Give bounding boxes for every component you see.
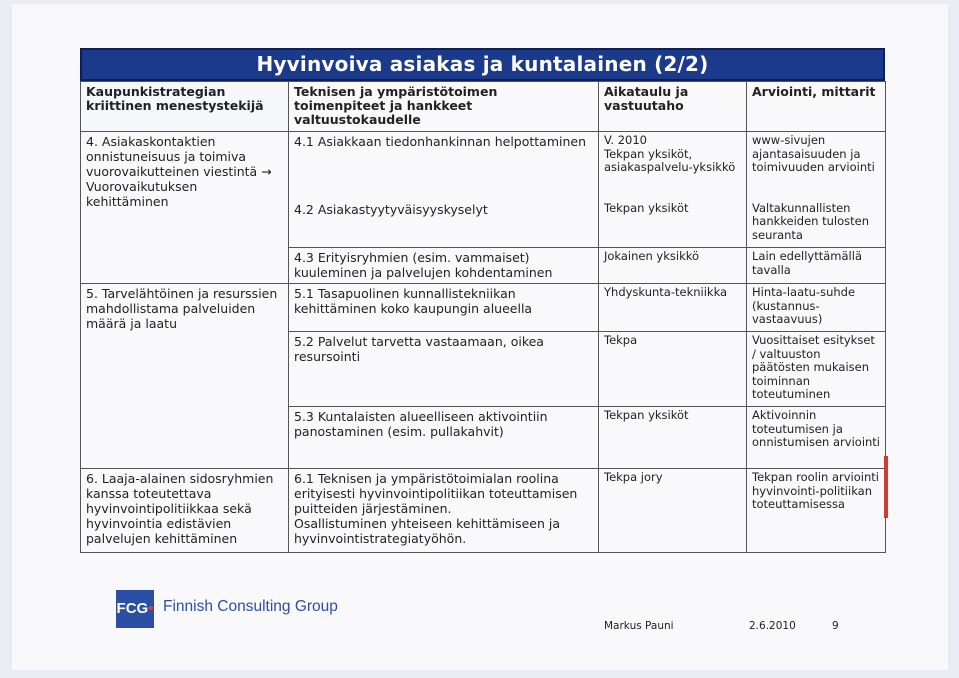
schedule-text: Yhdyskunta-tekniikka	[604, 285, 728, 299]
factor-5-text: 5. Tarvelähtöinen ja resurssien mahdollistama palveluiden määrä ja laatu	[86, 286, 278, 331]
schedule-cell	[599, 284, 747, 332]
evaluation-text: Hinta-laatu-suhde (kustannus-vastaavuus)	[752, 285, 856, 326]
table-row	[81, 469, 886, 553]
page-number: 9	[832, 620, 839, 632]
measure-text: 4.2 Asiakastyytyväisyyskyselyt	[294, 201, 488, 217]
measure-cell	[289, 284, 599, 332]
evaluation-text: www-sivujen ajantasaisuuden ja toimivuuden arviointi	[752, 133, 875, 174]
red-marker-line	[884, 456, 888, 518]
evaluation-text: Vuosittaiset esitykset / valtuuston päätösten mukaisen toiminnan toteutuminen	[752, 333, 875, 401]
measure-text: 6.1 Teknisen ja ympäristötoimialan roolina erityisesti hyvinvointipolitiikan toteuttamisen puitteiden järjestäminen.	[294, 471, 578, 516]
schedule-text: V. 2010	[604, 133, 647, 147]
header-schedule: Aikataulu ja vastuutaho	[599, 82, 747, 132]
evaluation-text: Aktivoinnin toteutumisen ja onnistumisen arviointi	[752, 408, 881, 449]
footer	[0, 590, 959, 640]
measure-text: 5.1 Tasapuolinen kunnallistekniikan kehittäminen koko kaupungin alueella	[294, 286, 533, 316]
header-strategy: Kaupunkistrategian kriittinen menestystekijä	[81, 82, 289, 132]
header-evaluation: Arviointi, mittarit	[747, 82, 886, 132]
author-name: Markus Pauni	[604, 620, 674, 632]
measure-text: 5.3 Kuntalaisten alueelliseen aktivointiin panostaminen (esim. pullakahvit)	[294, 409, 548, 439]
factor-6-text: 6. Laaja-alainen sidosryhmien kanssa toteutettava hyvinvointipolitiikkaa sekä hyvinvointia edistävien palvelujen kehittäminen	[86, 471, 274, 546]
measure-text: 4.3 Erityisryhmien (esim. vammaiset) kuuleminen ja palvelujen kohdentaminen	[294, 250, 553, 280]
evaluation-cell	[747, 284, 886, 332]
logo-dot-icon: •	[148, 600, 154, 617]
evaluation-text: Valtakunnallisten hankkeiden tulosten seuranta	[752, 200, 870, 242]
schedule-cell	[599, 200, 747, 248]
factor-6-cell	[81, 469, 289, 553]
measure-text: 5.2 Palvelut tarvetta vastaamaan, oikea resursointi	[294, 334, 544, 364]
schedule-cell	[599, 407, 747, 469]
measure-cell	[289, 407, 599, 469]
header-measures: Teknisen ja ympäristötoimen toimenpiteet ja hankkeet valtuustokaudelle	[289, 82, 599, 132]
evaluation-cell	[747, 469, 886, 553]
evaluation-cell	[747, 132, 886, 200]
measure-text-secondary: Osallistuminen yhteiseen kehittämiseen ja hyvinvointistrategiatyöhön.	[294, 516, 561, 546]
measure-cell	[289, 332, 599, 407]
evaluation-cell	[747, 407, 886, 469]
evaluation-cell	[747, 332, 886, 407]
schedule-text: Tekpa	[604, 333, 638, 347]
logo-text: FCG	[116, 600, 149, 617]
factor-5-cell	[81, 284, 289, 469]
company-name: Finnish Consulting Group	[163, 598, 338, 615]
schedule-cell	[599, 332, 747, 407]
factor-4-cell	[81, 132, 289, 284]
schedule-text-responsible: Tekpan yksiköt, asiakaspalvelu-yksikkö	[604, 146, 736, 174]
factor-4-text: 4. Asiakaskontaktien onnistuneisuus ja toimiva vuorovaikutteinen viestintä → Vuorovaikutuksen kehittäminen	[86, 134, 272, 209]
schedule-text: Tekpan yksiköt	[604, 408, 689, 422]
schedule-text: Jokainen yksikkö	[604, 249, 700, 263]
evaluation-cell	[747, 248, 886, 284]
fcg-logo	[116, 590, 154, 628]
evaluation-text: Tekpan roolin arviointi hyvinvointi-politiikan toteuttamisessa	[752, 470, 879, 511]
measure-cell	[289, 248, 599, 284]
measure-cell	[289, 469, 599, 553]
evaluation-cell	[747, 200, 886, 248]
table-row	[81, 284, 886, 332]
evaluation-text: Lain edellyttämällä tavalla	[752, 249, 862, 277]
measure-cell	[289, 132, 599, 200]
schedule-cell	[599, 248, 747, 284]
footer-date: 2.6.2010	[749, 620, 796, 632]
table-header-row	[81, 82, 886, 132]
slide-title: Hyvinvoiva asiakas ja kuntalainen (2/2)	[80, 48, 885, 81]
measure-cell	[289, 200, 599, 248]
schedule-cell	[599, 132, 747, 200]
strategy-table	[80, 81, 886, 553]
schedule-text: Tekpan yksiköt	[604, 200, 689, 215]
schedule-cell	[599, 469, 747, 553]
schedule-text: Tekpa jory	[604, 470, 663, 484]
measure-text: 4.1 Asiakkaan tiedonhankinnan helpottaminen	[294, 134, 587, 149]
table-row	[81, 132, 886, 200]
